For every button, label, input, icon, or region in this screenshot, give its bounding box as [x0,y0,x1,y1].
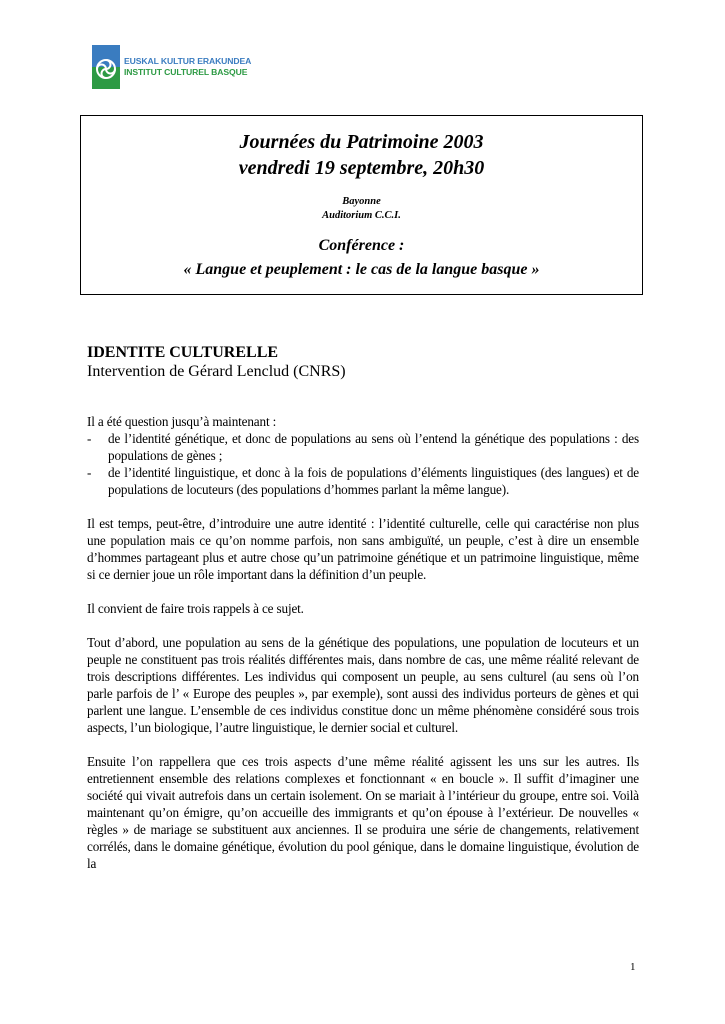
document-body [87,413,639,889]
list-item-text: de l’identité linguistique, et donc à la fois de populations d’éléments linguistiques (des langues) et de populations de locuteurs (des populations d’hommes parlant la même langue). [108,465,639,497]
lauburu-logo-icon [92,45,120,89]
event-title [81,129,642,181]
logo-line-french: INSTITUT CULTUREL BASQUE [124,67,248,77]
paragraph: Il convient de faire trois rappels à ce sujet. [87,601,304,616]
event-location [81,195,642,223]
paragraph: Il est temps, peut-être, d’introduire une autre identité : l’identité culturelle, celle qui caractérise non plus une population mais ce qu’on nomme parfois, non sans ambiguïté, un peuple, c’est à dire un ensemble d’hommes partageant plus et autre chose qu’un patrimoine génétique et un patrimoine linguistique, même si ce dernier joue un rôle important dans la définition d’un peuple. [87,516,639,582]
list-item [87,430,639,464]
conference-title: « Langue et peuplement : le cas de la langue basque » [183,261,540,278]
paragraph: Ensuite l’on rappellera que ces trois aspects d’une même réalité agissent les uns sur les autres. Ils entretiennent ensemble des relations complexes et fonctionnant « en boucle ». Il suffit d’imaginer une société qui vivait autrefois dans un certain isolement. On se mariait à l’intérieur du groupe, entre soi. Voilà maintenant qu’on émigre, qu’on accueille des immigrants et qu’on épouse à l’extérieur. De nouvelles « règles » de mariage se substituent aux anciennes. Il se produira une série de changements, relativement corrélés, dans le domaine génétique, évolution du pool génique, dans le domaine linguistique, évolution de la [87,754,639,871]
identity-list [87,430,639,498]
list-item-text: de l’identité génétique, et donc de populations au sens où l’entend la génétique des populations : des populations de gènes ; [108,431,639,463]
list-dash: - [87,465,92,480]
conference-info [81,234,642,282]
event-venue: Auditorium C.C.I. [322,210,401,221]
list-dash: - [87,431,92,446]
list-item [87,464,639,498]
section-title: IDENTITE CULTURELLE [87,344,279,361]
section-subtitle: Intervention de Gérard Lenclud (CNRS) [87,363,346,380]
page-number: 1 [630,961,636,973]
logo-text [124,56,251,78]
conference-label: Conférence : [318,237,405,254]
institute-logo [92,44,264,90]
intro-paragraph: Il a été question jusqu’à maintenant : [87,414,277,429]
event-city: Bayonne [342,196,381,207]
logo-line-basque: EUSKAL KULTUR ERAKUNDEA [124,56,252,66]
event-header-box [80,115,643,295]
event-date: vendredi 19 septembre, 20h30 [238,157,485,179]
paragraph: Tout d’abord, une population au sens de la génétique des populations, une population de locuteurs et un peuple ne constituent pas trois réalités différentes mais, dans nombre de cas, une même réalité relevant de trois descriptions différentes. Les individus qui composent un peuple, au sens culturel (au sens où l’on parle parfois de l’ « Europe des peuples », par exemple), sont aussi des individus porteurs de gènes et qui parlent une langue. L’ensemble de ces individus constitue donc un même phénomène considéré sous trois aspects, l’un biologique, l’autre linguistique, le dernier social et culturel. [87,635,639,735]
event-title-line1: Journées du Patrimoine 2003 [239,131,484,153]
